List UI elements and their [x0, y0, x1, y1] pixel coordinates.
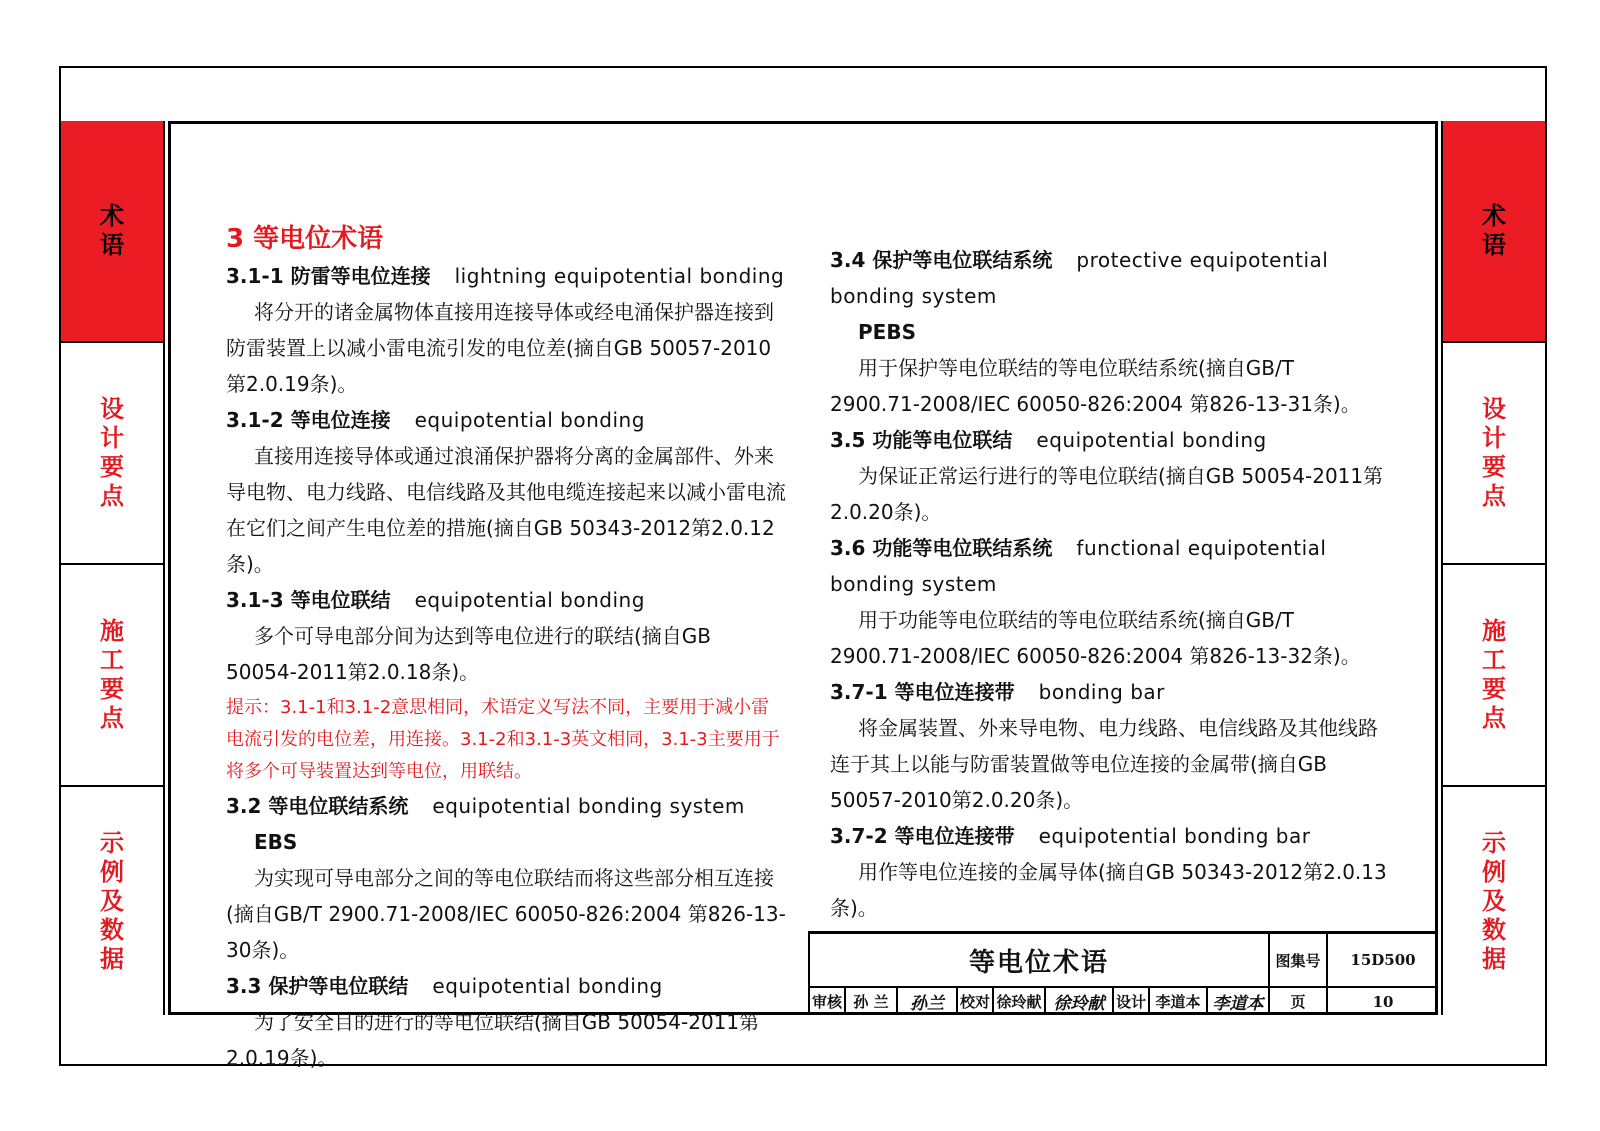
side-tab-design[interactable] — [61, 343, 163, 565]
side-tab-examples[interactable] — [61, 787, 163, 1015]
term-definition: 为实现可导电部分之间的等电位联结而将这些部分相互连接(摘自GB/T 2900.71-2008/IEC 60050-826:2004 第826-13-30条)。 — [226, 866, 786, 962]
side-tab-construction[interactable] — [61, 565, 163, 787]
atlas-number: 15D500 — [1328, 934, 1438, 988]
left-side-tabs — [59, 121, 165, 1015]
side-tab-construction-right[interactable] — [1443, 565, 1545, 787]
side-tab-label: 术语 — [1482, 202, 1506, 259]
page-label: 页 — [1270, 988, 1328, 1015]
section-title: 3 等电位术语 — [226, 224, 384, 254]
side-tab-label: 设计要点 — [100, 395, 124, 510]
term-heading: 3.4 保护等电位联结系统 protective equipotential bonding system — [830, 248, 1329, 308]
term-definition: 用作等电位连接的金属导体(摘自GB 50343-2012第2.0.13条)。 — [830, 860, 1387, 920]
side-tab-terms-right[interactable] — [1443, 121, 1545, 343]
term-definition: 为了安全目的进行的等电位联结(摘自GB 50054-2011第2.0.19条)。 — [226, 1010, 760, 1070]
designer-name: 李道本 — [1150, 988, 1208, 1015]
term-definition: 多个可导电部分间为达到等电位进行的联结(摘自GB 50054-2011第2.0.18条)。 — [226, 624, 712, 684]
designer-signature: 李道本 — [1208, 988, 1270, 1015]
side-tab-terms[interactable] — [61, 121, 163, 343]
term-heading: 3.1-3 等电位联结 equipotential bonding — [226, 588, 645, 612]
design-label: 设计 — [1114, 988, 1150, 1015]
left-column — [226, 220, 786, 1076]
term-definition: 用于保护等电位联结的等电位联结系统(摘自GB/T 2900.71-2008/IEC 60050-826:2004 第826-13-31条)。 — [830, 356, 1361, 416]
term-abbreviation: EBS — [254, 830, 298, 854]
side-tab-design-right[interactable] — [1443, 343, 1545, 565]
term-heading: 3.7-1 等电位连接带 bonding bar — [830, 680, 1165, 704]
side-tab-label: 示例及数据 — [100, 828, 124, 973]
term-heading: 3.1-2 等电位连接 equipotential bonding — [226, 408, 645, 432]
reviewer-name: 孙 兰 — [846, 988, 898, 1015]
hint-note: 提示：3.1-1和3.1-2意思相同，术语定义写法不同，主要用于减小雷电流引发的电位差，用连接。3.1-2和3.1-3英文相同，3.1-3主要用于将多个可导装置达到等电位，用联结。 — [226, 697, 780, 782]
term-heading: 3.3 保护等电位联结 equipotential bonding — [226, 974, 663, 998]
term-definition: 用于功能等电位联结的等电位联结系统(摘自GB/T 2900.71-2008/IEC 60050-826:2004 第826-13-32条)。 — [830, 608, 1361, 668]
side-tab-label: 示例及数据 — [1482, 828, 1506, 973]
term-definition: 将金属装置、外来导电物、电力线路、电信线路及其他线路连于其上以能与防雷装置做等电位连接的金属带(摘自GB 50057-2010第2.0.20条)。 — [830, 716, 1378, 812]
checker-name: 徐玲献 — [994, 988, 1046, 1015]
check-label: 校对 — [958, 988, 994, 1015]
side-tab-examples-right[interactable] — [1443, 787, 1545, 1015]
right-side-tabs — [1441, 121, 1547, 1015]
term-heading: 3.6 功能等电位联结系统 functional equipotential bonding system — [830, 536, 1327, 596]
right-column — [830, 242, 1390, 926]
term-definition: 为保证正常运行进行的等电位联结(摘自GB 50054-2011第2.0.20条)。 — [830, 464, 1384, 524]
atlas-number-label: 图集号 — [1270, 934, 1328, 988]
term-heading: 3.5 功能等电位联结 equipotential bonding — [830, 428, 1267, 452]
side-tab-label: 设计要点 — [1482, 395, 1506, 510]
term-abbreviation: PEBS — [858, 320, 916, 344]
review-label: 审核 — [810, 988, 846, 1015]
reviewer-signature: 孙兰 — [898, 988, 958, 1015]
term-definition: 将分开的诸金属物体直接用连接导体或经电涌保护器连接到防雷装置上以减小雷电流引发的电位差(摘自GB 50057-2010 第2.0.19条)。 — [226, 300, 774, 396]
page-number: 10 — [1372, 992, 1394, 1011]
term-heading: 3.2 等电位联结系统 equipotential bonding system — [226, 794, 745, 818]
title-block — [808, 931, 1438, 1015]
checker-signature: 徐玲献 — [1046, 988, 1114, 1015]
term-heading: 3.1-1 防雷等电位连接 lightning equipotential bonding — [226, 264, 785, 288]
side-tab-label: 术语 — [100, 202, 124, 259]
side-tab-label: 施工要点 — [1482, 617, 1506, 732]
drawing-title: 等电位术语 — [810, 934, 1270, 988]
side-tab-label: 施工要点 — [100, 617, 124, 732]
term-heading: 3.7-2 等电位连接带 equipotential bonding bar — [830, 824, 1311, 848]
term-definition: 直接用连接导体或通过浪涌保护器将分离的金属部件、外来导电物、电力线路、电信线路及其他电缆连接起来以减小雷电流在它们之间产生电位差的措施(摘自GB 50343-2012第2.0.12条)。 — [226, 444, 786, 576]
